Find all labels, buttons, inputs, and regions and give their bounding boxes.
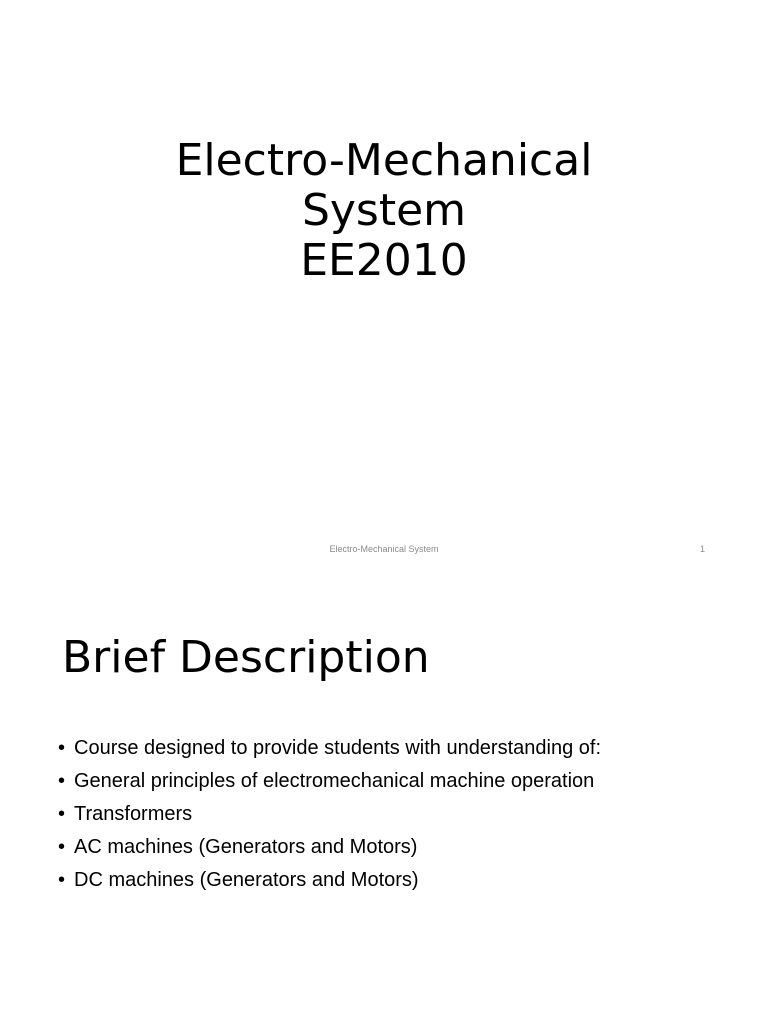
bullet-icon: •: [58, 770, 66, 792]
bullet-icon: •: [58, 803, 66, 825]
bullet-text: AC machines (Generators and Motors): [74, 836, 418, 858]
bullet-text: DC machines (Generators and Motors): [74, 869, 419, 891]
bullet-item: [58, 732, 601, 765]
bullet-icon: •: [58, 869, 66, 891]
slide-heading: Brief Description: [62, 632, 430, 683]
title-line: EE2010: [300, 235, 468, 286]
slide-page-number: 1: [700, 544, 706, 554]
bullet-item: [58, 798, 601, 831]
bullet-item: [58, 765, 601, 798]
title-line: System: [301, 185, 467, 236]
bullet-text: Transformers: [74, 803, 193, 825]
bullet-icon: •: [58, 737, 66, 759]
title-line: Electro-Mechanical: [175, 135, 593, 186]
bullet-list: [58, 732, 601, 897]
bullet-item: [58, 864, 601, 897]
bullet-text: General principles of electromechanical machine operation: [74, 770, 595, 792]
bullet-icon: •: [58, 836, 66, 858]
bullet-text: Course designed to provide students with understanding of:: [74, 737, 602, 759]
slide-footer: Electro-Mechanical System: [329, 544, 439, 554]
bullet-item: [58, 831, 601, 864]
slide-title: [0, 136, 768, 286]
slide-2: [0, 576, 768, 1024]
